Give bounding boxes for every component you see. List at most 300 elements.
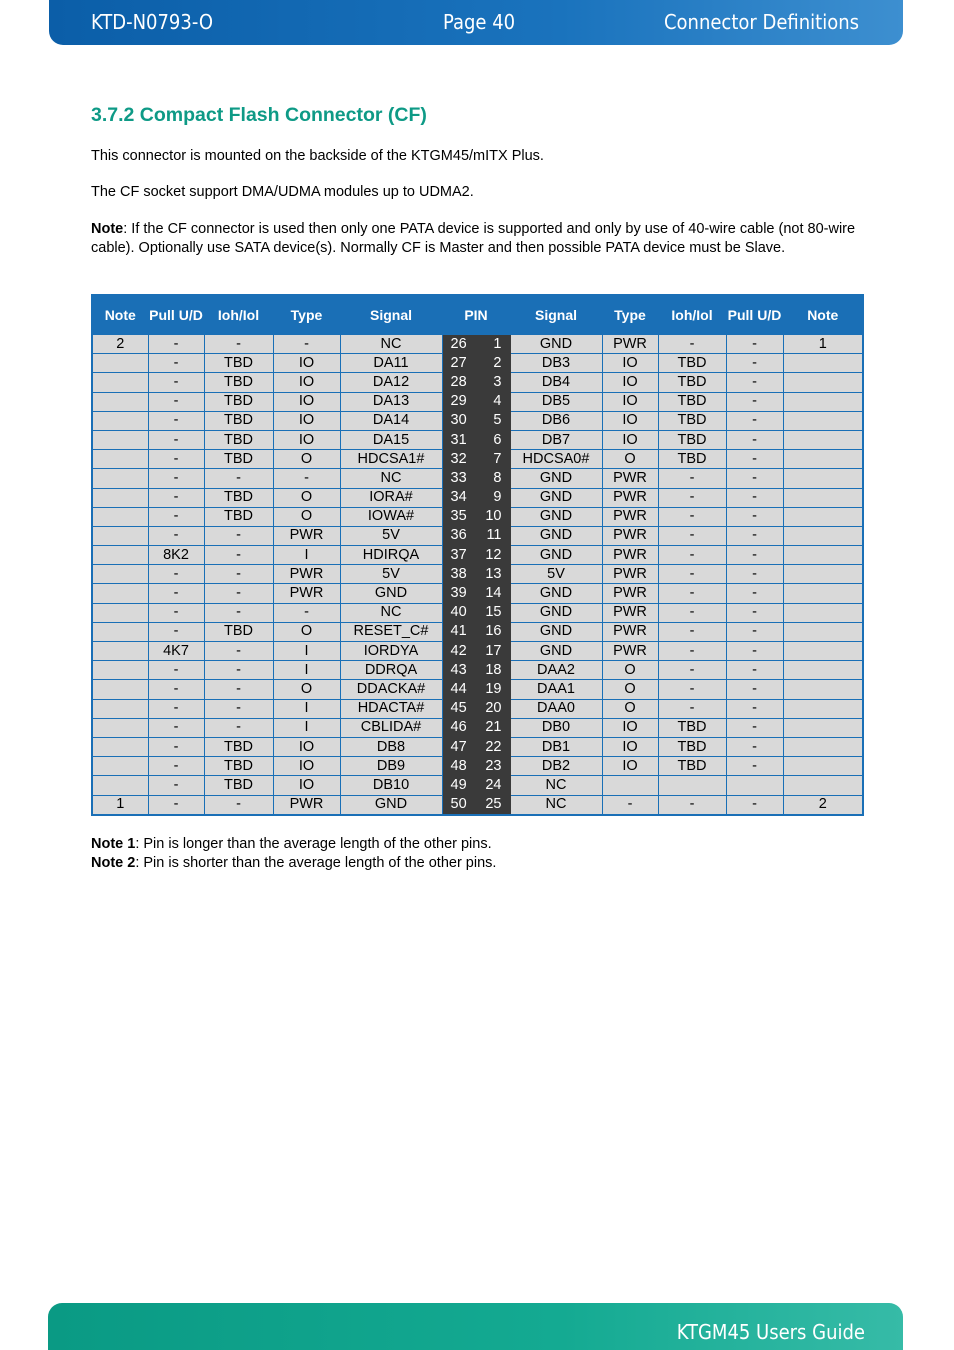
paragraph-mounting: This connector is mounted on the backside of the KTGM45/mITX Plus. [91,148,544,164]
cell-pin-left: 32 [442,450,476,469]
cell-signal-left: GND [340,795,442,815]
cell-type-left: - [273,603,340,622]
cell-type-left: PWR [273,526,340,545]
cell-note-right [783,642,863,661]
cell-pin-right: 18 [476,661,510,680]
table-row [92,488,863,507]
cell-pull-right: - [726,680,783,699]
cell-ioh-right: - [658,795,726,815]
cell-type-right: IO [602,430,658,449]
cell-pin-right: 5 [476,411,510,430]
section-name: Connector Definitions [663,10,859,34]
cell-pull-left: - [148,776,204,795]
cell-pin-left: 27 [442,354,476,373]
cell-ioh-right: TBD [658,450,726,469]
cell-type-right [602,776,658,795]
cell-type-left: O [273,622,340,641]
cell-ioh-left: TBD [204,507,273,526]
cell-pull-right [726,776,783,795]
cell-pull-right: - [726,642,783,661]
cell-pull-left: - [148,488,204,507]
cell-type-left: PWR [273,565,340,584]
cell-signal-right: DB3 [510,354,602,373]
cell-pin-left: 48 [442,757,476,776]
cell-pull-left: - [148,795,204,815]
cell-pin-right: 13 [476,565,510,584]
cell-pin-right: 16 [476,622,510,641]
cell-ioh-left: - [204,718,273,737]
table-row [92,699,863,718]
cell-signal-right: DAA1 [510,680,602,699]
cell-pin-right: 21 [476,718,510,737]
cell-signal-right: GND [510,603,602,622]
cell-note-left [92,699,148,718]
header-note-right: Note [783,295,863,335]
table-row [92,411,863,430]
cell-type-left: - [273,469,340,488]
cell-pull-left: 4K7 [148,642,204,661]
cell-ioh-right: TBD [658,757,726,776]
cell-signal-right: DB7 [510,430,602,449]
cell-ioh-left: TBD [204,776,273,795]
cell-type-right: - [602,795,658,815]
cell-note-left [92,488,148,507]
cell-signal-right: DB0 [510,718,602,737]
cell-note-left: 2 [92,335,148,354]
cell-pull-left: - [148,699,204,718]
cell-pin-left: 30 [442,411,476,430]
cell-signal-left: NC [340,603,442,622]
cell-signal-right: GND [510,488,602,507]
table-row [92,354,863,373]
cell-signal-left: IOWA# [340,507,442,526]
cell-pull-right: - [726,469,783,488]
table-row [92,584,863,603]
cell-note-left [92,411,148,430]
cell-note-left [92,354,148,373]
table-row [92,661,863,680]
cell-pin-left: 47 [442,737,476,756]
header-note-left: Note [92,295,148,335]
cell-type-right: IO [602,737,658,756]
cell-pull-left: - [148,757,204,776]
cell-pull-right: - [726,392,783,411]
cell-ioh-right: TBD [658,392,726,411]
cell-pin-right: 6 [476,430,510,449]
cell-pin-left: 40 [442,603,476,622]
cell-pull-right: - [726,622,783,641]
cell-signal-left: NC [340,335,442,354]
cell-signal-left: DB8 [340,737,442,756]
cell-pin-left: 26 [442,335,476,354]
cell-ioh-right: TBD [658,718,726,737]
guide-title: KTGM45 Users Guide [676,1320,865,1344]
cell-type-right: PWR [602,507,658,526]
cell-ioh-left: TBD [204,392,273,411]
cell-type-left: IO [273,737,340,756]
header-signal-right: Signal [510,295,602,335]
cell-signal-right: DB5 [510,392,602,411]
cell-note-left [92,603,148,622]
cell-signal-left: RESET_C# [340,622,442,641]
cell-pull-left: - [148,680,204,699]
cell-pull-right: - [726,757,783,776]
cell-pull-right: - [726,584,783,603]
cell-note-left [92,776,148,795]
cell-pin-left: 31 [442,430,476,449]
cell-signal-left: HDACTA# [340,699,442,718]
pin-table [91,294,864,816]
cell-note-right [783,507,863,526]
cell-type-left: I [273,718,340,737]
cell-note-left [92,373,148,392]
cell-pin-right: 12 [476,546,510,565]
footnote-2-text: : Pin is shorter than the average length of the other pins. [135,854,497,871]
cell-signal-left: DB9 [340,757,442,776]
note-label: Note [91,221,124,237]
cell-pin-left: 45 [442,699,476,718]
cell-ioh-right [658,776,726,795]
cell-pull-right: - [726,603,783,622]
cell-note-right [783,354,863,373]
table-row [92,335,863,354]
cell-note-left [92,661,148,680]
cell-pull-left: - [148,507,204,526]
cell-ioh-left: - [204,795,273,815]
cell-type-right: PWR [602,622,658,641]
note-text: : If the CF connector is used then only one PATA device is supported and only by use of 40-wire cable (not 80-wire cable). Optionally use SATA device(s). Normally CF is Master and then possible PATA device must be Slave. [91,221,856,256]
cell-note-left [92,546,148,565]
cell-type-right: PWR [602,469,658,488]
cell-pin-right: 8 [476,469,510,488]
cell-ioh-left: TBD [204,430,273,449]
table-row [92,718,863,737]
table-row [92,622,863,641]
cell-ioh-right: - [658,699,726,718]
cell-type-left: IO [273,373,340,392]
cell-type-right: IO [602,373,658,392]
cell-type-right: PWR [602,642,658,661]
cell-note-right [783,488,863,507]
cell-pull-right: - [726,546,783,565]
cell-note-right [783,661,863,680]
cell-note-right [783,718,863,737]
header-type-right: Type [602,295,658,335]
cell-type-left: PWR [273,795,340,815]
cell-ioh-left: TBD [204,450,273,469]
cell-pull-right: - [726,526,783,545]
cell-signal-left: GND [340,584,442,603]
cell-pin-right: 4 [476,392,510,411]
cell-pull-left: - [148,469,204,488]
cell-note-right [783,373,863,392]
cell-note-right [783,737,863,756]
cell-pin-left: 43 [442,661,476,680]
cell-note-left [92,430,148,449]
cell-type-right: IO [602,757,658,776]
cell-type-right: O [602,699,658,718]
cell-note-right [783,603,863,622]
cell-pull-right: - [726,354,783,373]
cell-note-right [783,699,863,718]
cell-pull-right: - [726,335,783,354]
cell-signal-right: HDCSA0# [510,450,602,469]
cell-signal-right: GND [510,622,602,641]
cell-ioh-right: - [658,469,726,488]
cell-signal-right: GND [510,642,602,661]
cell-ioh-left: TBD [204,757,273,776]
cell-note-left [92,526,148,545]
table-row [92,565,863,584]
cell-signal-left: DA15 [340,430,442,449]
cell-ioh-left: TBD [204,488,273,507]
cell-note-right [783,392,863,411]
cell-pull-right: - [726,718,783,737]
cell-pin-right: 24 [476,776,510,795]
cell-pin-right: 15 [476,603,510,622]
cell-ioh-left: - [204,565,273,584]
cell-note-right [783,450,863,469]
cell-ioh-left: - [204,584,273,603]
cell-pin-right: 23 [476,757,510,776]
cell-type-right: PWR [602,603,658,622]
cell-signal-left: HDIRQA [340,546,442,565]
cell-type-left: IO [273,392,340,411]
cell-pin-left: 28 [442,373,476,392]
header-type-left: Type [273,295,340,335]
cell-type-left: I [273,661,340,680]
header-pull-left: Pull U/D [148,295,204,335]
cell-signal-left: DA11 [340,354,442,373]
cell-signal-right: GND [510,469,602,488]
cell-pin-right: 2 [476,354,510,373]
table-row [92,373,863,392]
cell-pull-left: - [148,661,204,680]
cell-ioh-right: - [658,603,726,622]
cell-signal-right: GND [510,335,602,354]
cell-note-right [783,546,863,565]
cell-pin-right: 1 [476,335,510,354]
cell-signal-right: DB4 [510,373,602,392]
cell-signal-left: 5V [340,565,442,584]
cell-pull-left: - [148,392,204,411]
cell-pin-right: 9 [476,488,510,507]
cell-type-right: IO [602,411,658,430]
cell-note-left: 1 [92,795,148,815]
cell-pull-left: - [148,622,204,641]
cell-signal-right: DAA0 [510,699,602,718]
cell-pin-left: 42 [442,642,476,661]
cell-pull-left: - [148,584,204,603]
cell-pin-right: 22 [476,737,510,756]
cell-type-left: IO [273,430,340,449]
table-row [92,392,863,411]
cell-type-right: IO [602,392,658,411]
cell-pin-left: 33 [442,469,476,488]
cell-pin-right: 11 [476,526,510,545]
table-header-row [92,295,863,335]
cell-pull-left: - [148,335,204,354]
cell-pin-left: 50 [442,795,476,815]
cell-ioh-left: - [204,546,273,565]
cell-pin-right: 10 [476,507,510,526]
footnote-1 [91,835,496,854]
cell-ioh-right: TBD [658,430,726,449]
table-row [92,680,863,699]
table-row [92,450,863,469]
cell-pin-left: 49 [442,776,476,795]
cell-signal-left: DA14 [340,411,442,430]
table-row [92,757,863,776]
footnote-2-label: Note 2 [91,854,136,871]
cell-signal-right: GND [510,546,602,565]
cell-note-left [92,565,148,584]
cell-type-right: IO [602,354,658,373]
table-row [92,469,863,488]
cell-signal-right: DB6 [510,411,602,430]
cell-pull-right: - [726,565,783,584]
cell-ioh-left: - [204,699,273,718]
cell-pin-left: 44 [442,680,476,699]
cell-note-left [92,507,148,526]
cell-type-right: PWR [602,335,658,354]
cell-note-left [92,642,148,661]
cell-pull-right: - [726,661,783,680]
header-pull-right: Pull U/D [726,295,783,335]
cell-note-left [92,718,148,737]
cell-ioh-left: TBD [204,737,273,756]
cell-pull-right: - [726,795,783,815]
pin-table-body [92,335,863,815]
cell-type-left: - [273,335,340,354]
paragraph-note [91,220,861,257]
footnotes [91,835,496,872]
cell-ioh-right: TBD [658,373,726,392]
cell-pull-right: - [726,430,783,449]
cell-pin-right: 20 [476,699,510,718]
cell-type-left: I [273,699,340,718]
cell-pin-left: 35 [442,507,476,526]
cell-ioh-left: TBD [204,354,273,373]
cell-type-left: IO [273,411,340,430]
cell-pull-right: - [726,373,783,392]
cell-note-left [92,757,148,776]
cell-ioh-left: - [204,603,273,622]
cell-signal-right: NC [510,776,602,795]
cell-ioh-left: - [204,642,273,661]
table-row [92,776,863,795]
cell-ioh-left: - [204,680,273,699]
cell-type-right: PWR [602,565,658,584]
cell-pin-left: 41 [442,622,476,641]
cell-signal-right: GND [510,526,602,545]
cell-pull-left: - [148,603,204,622]
cell-type-left: IO [273,776,340,795]
cell-ioh-right: - [658,565,726,584]
cell-note-right [783,680,863,699]
cell-note-right: 2 [783,795,863,815]
table-row [92,642,863,661]
cell-ioh-right: - [658,680,726,699]
header-ioh-left: Ioh/Iol [204,295,273,335]
cell-pull-right: - [726,737,783,756]
cell-pull-left: - [148,411,204,430]
cell-note-left [92,622,148,641]
cell-pin-left: 34 [442,488,476,507]
cell-pull-left: - [148,737,204,756]
cell-ioh-right: TBD [658,354,726,373]
cell-type-left: O [273,680,340,699]
cell-ioh-right: - [658,507,726,526]
cell-ioh-right: TBD [658,737,726,756]
cell-type-right: PWR [602,526,658,545]
cell-ioh-right: - [658,622,726,641]
cell-ioh-left: TBD [204,411,273,430]
cell-signal-right: GND [510,584,602,603]
table-row [92,430,863,449]
cell-pull-left: - [148,373,204,392]
cell-note-right [783,526,863,545]
table-row [92,546,863,565]
cell-type-right: PWR [602,488,658,507]
cell-signal-left: 5V [340,526,442,545]
cell-signal-left: DA12 [340,373,442,392]
table-row [92,795,863,815]
cell-pin-left: 29 [442,392,476,411]
cell-pull-left: 8K2 [148,546,204,565]
cell-pin-left: 36 [442,526,476,545]
doc-id: KTD-N0793-O [91,10,214,34]
table-row [92,603,863,622]
cell-note-left [92,737,148,756]
page-number: Page 40 [443,10,516,34]
cell-pull-left: - [148,450,204,469]
cell-pin-left: 46 [442,718,476,737]
cell-signal-left: DDACKA# [340,680,442,699]
cell-type-left: O [273,450,340,469]
cell-type-left: O [273,507,340,526]
cell-pin-right: 17 [476,642,510,661]
header-pin: PIN [442,295,510,335]
cell-note-right [783,776,863,795]
cell-pull-left: - [148,718,204,737]
cell-signal-left: DB10 [340,776,442,795]
cell-pull-right: - [726,450,783,469]
cell-type-right: IO [602,718,658,737]
cell-type-left: PWR [273,584,340,603]
cell-note-left [92,584,148,603]
cell-note-right [783,584,863,603]
cell-ioh-left: - [204,661,273,680]
cell-note-right [783,411,863,430]
cell-ioh-right: - [658,526,726,545]
table-row [92,737,863,756]
table-row [92,526,863,545]
cell-type-right: O [602,680,658,699]
cell-ioh-left: TBD [204,622,273,641]
cell-signal-left: HDCSA1# [340,450,442,469]
cell-pull-left: - [148,354,204,373]
cell-type-left: I [273,642,340,661]
header-ioh-right: Ioh/Iol [658,295,726,335]
cell-type-left: I [273,546,340,565]
cell-note-right: 1 [783,335,863,354]
page-header [49,0,903,45]
cell-note-left [92,680,148,699]
cell-ioh-right: - [658,546,726,565]
cell-signal-right: GND [510,507,602,526]
cell-pull-right: - [726,699,783,718]
